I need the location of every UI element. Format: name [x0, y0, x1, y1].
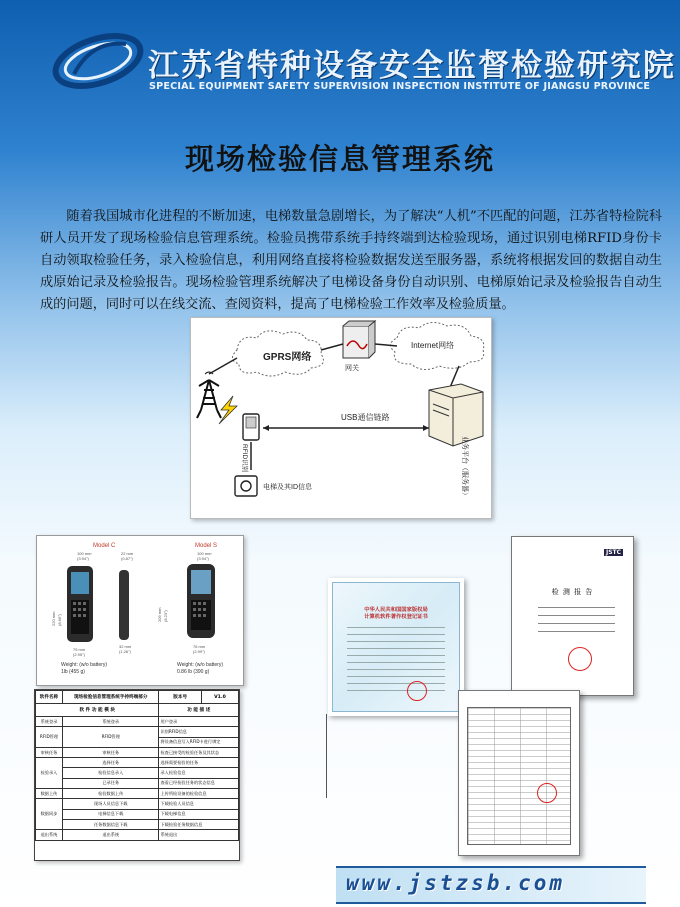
svg-text:75 mm: 75 mm — [73, 647, 86, 652]
model-c-label: Model C — [93, 543, 116, 549]
report-title: 检 测 报 告 — [551, 588, 594, 596]
website-url[interactable]: www.jstzsb.com — [346, 871, 566, 895]
gateway-label: 网关 — [345, 365, 359, 372]
cert-title-line2: 计算机软件著作权登记证书 — [364, 614, 428, 620]
orbit-logo-icon — [52, 30, 144, 92]
svg-text:Weight: (w/o battery): Weight: (w/o battery) — [61, 662, 108, 668]
network-diagram — [190, 317, 492, 519]
svg-text:(8.66"): (8.66") — [57, 614, 62, 626]
svg-text:(3.94"): (3.94") — [197, 556, 209, 561]
svg-text:22 mm: 22 mm — [121, 551, 134, 556]
org-name-cn: 江苏省特种设备安全监督检验研究院 — [148, 48, 676, 84]
table-row: 将设备信息写入RFID卡进行绑定 — [36, 737, 239, 747]
model-s-device-image — [187, 564, 215, 638]
svg-text:76 mm: 76 mm — [193, 644, 206, 649]
table-row: RFID管理 RFID管理 识别RFID信息 — [36, 727, 239, 737]
svg-text:220 mm: 220 mm — [51, 611, 56, 626]
table-row: 退出系统 退出系统 系统退出 — [36, 830, 239, 840]
svg-text:100 mm: 100 mm — [197, 551, 212, 556]
red-seal-icon — [537, 783, 557, 803]
svg-text:0.86 lb (390 g): 0.86 lb (390 g) — [177, 669, 210, 675]
svg-text:1lb (455 g): 1lb (455 g) — [61, 669, 85, 675]
server-icon — [429, 384, 483, 446]
divider — [326, 714, 327, 798]
function-module-table: 软件名称 现场检验信息管理系统手持终端部分 版本号 V1.0 软 件 功 能 模 块 功 能 描 述 系统登录 系统登录 用户登录 RFID管理 RFID管理 识别RFID信息 将设备信息写入RFID卡进行绑定 审核任务 审核任务 检查已接受的检验任务及其状态 检验录入 选择任务 选择需要检验的任务 检验信息录入 录入检验信息 已录任务 查看已经检验任务的状态信息 数据上传 检验数据上传 上传所检设备的检验信息 数据同步 现场人员信息下载 下载检验人员信息 电梯信息下载 下载电梯信息 任务数据信息下载 下载检验任务数据信息 退出系统 退出系统 系统退出 — [34, 689, 240, 861]
svg-text:209 mm: 209 mm — [157, 607, 162, 622]
table-row: 检验信息录入 录入检验信息 — [36, 768, 239, 778]
svg-text:(2.99"): (2.99") — [193, 649, 205, 654]
model-s-label: Model S — [195, 543, 218, 549]
svg-text:(2.95"): (2.95") — [73, 652, 85, 657]
device-spec-sheet — [36, 535, 244, 686]
intro-paragraph: 随着我国城市化进程的不断加速，电梯数量急剧增长，为了解决“人机”不匹配的问题，江苏省特检院科研人员开发了现场检验信息管理系统。检验员携带系统手持终端到达检验现场，通过识别电梯RFID身份卡自动领取检验任务，录入检验信息，利用网络直接将检验数据发送至服务器，系统将根据发回的数据自动生成原始记录及检验报告。现场检验管理系统解决了电梯设备身份自动识别、电梯原始记录及检验报告自动生成的问题，同时可以在线交流、查阅资料，提高了电梯检验工作效率及检验质量。 — [40, 209, 662, 312]
table-row: 检验录入 选择任务 选择需要检验的任务 — [36, 758, 239, 768]
model-c-device-image — [67, 566, 129, 642]
table-row: 数据上传 检验数据上传 上传所检设备的检验信息 — [36, 789, 239, 799]
gateway-icon — [343, 321, 375, 358]
elevator-id-icon — [235, 476, 257, 496]
wireless-bolt-icon — [219, 396, 237, 424]
rfid-label: RFID识别 — [241, 444, 248, 473]
svg-text:100 mm: 100 mm — [77, 551, 92, 556]
internet-label: Internet网络 — [411, 341, 455, 350]
red-seal-icon — [407, 681, 427, 701]
svg-text:Weight: (w/o battery): Weight: (w/o battery) — [177, 662, 224, 668]
table-row: 任务数据信息下载 下载检验任务数据信息 — [36, 819, 239, 829]
table-row: 审核任务 审核任务 检查已接受的检验任务及其状态 — [36, 747, 239, 757]
svg-text:(8.23"): (8.23") — [163, 610, 168, 622]
org-name-en: SPECIAL EQUIPMENT SAFETY SUPERVISION INSPECTION INSTITUTE OF JIANGSU PROVINCE — [149, 81, 651, 92]
test-record-sheet — [458, 690, 580, 856]
table-row: 系统登录 系统登录 用户登录 — [36, 717, 239, 727]
elevator-label: 电梯及其ID信息 — [263, 484, 312, 491]
usb-label: USB通信链路 — [341, 413, 390, 422]
table-row: 已录任务 查看已经检验任务的状态信息 — [36, 778, 239, 788]
svg-text:32 mm: 32 mm — [119, 644, 132, 649]
svg-text:(3.94"): (3.94") — [77, 556, 89, 561]
copyright-certificate — [328, 578, 464, 716]
server-label: 业务平台（服务器） — [461, 436, 468, 499]
radio-tower-icon — [197, 372, 221, 418]
table-row: 数据同步 现场人员信息下载 下载检验人员信息 — [36, 799, 239, 809]
gprs-label: GPRS网络 — [263, 352, 312, 363]
page-title: 现场检验信息管理系统 — [184, 142, 495, 176]
jstc-logo: JSTC — [606, 549, 622, 556]
red-seal-icon — [568, 647, 592, 671]
table-row: 电梯信息下载 下载电梯信息 — [36, 809, 239, 819]
svg-text:(0.87"): (0.87") — [121, 556, 133, 561]
svg-text:(1.26"): (1.26") — [119, 649, 131, 654]
cert-title-line1: 中华人民共和国国家版权局 — [364, 607, 428, 613]
test-report-cover — [511, 536, 634, 696]
handheld-terminal-icon — [243, 414, 259, 440]
